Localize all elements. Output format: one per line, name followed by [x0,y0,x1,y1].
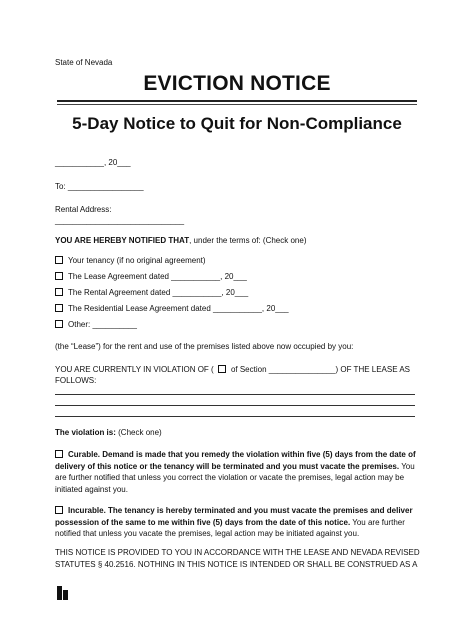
terms-option-label: Other: __________ [68,320,137,329]
notified-bold: YOU ARE HEREBY NOTIFIED THAT [55,236,190,245]
violation-of-part2: of Section _______________) OF THE LEASE AS [230,365,411,374]
terms-option[interactable] [55,288,248,298]
violation-of-line [55,365,410,375]
curable-option[interactable] [55,449,421,495]
title-rule-thin [57,104,417,105]
checkbox-icon[interactable] [55,288,63,296]
terms-option[interactable] [55,272,247,282]
violation-type-rest: (Check one) [115,428,162,437]
violation-blank-line[interactable] [55,405,415,406]
document-subtitle: 5-Day Notice to Quit for Non-Compliance [72,114,402,133]
to-field[interactable]: To: _________________ [55,182,144,191]
rental-address-label: Rental Address: [55,205,112,214]
checkbox-icon[interactable] [218,365,226,373]
checkbox-icon[interactable] [55,256,63,264]
state-label: State of Nevada [55,58,113,67]
incurable-rest: You are further notified that unless you vacate the premises, legal action may be initiated against you. [55,517,405,538]
notified-statement [55,236,306,246]
checkbox-icon[interactable] [55,304,63,312]
legal-templates-logo-icon [57,586,69,600]
terms-option[interactable] [55,304,289,314]
violation-blank-line[interactable] [55,416,415,417]
notified-rest: , under the terms of: (Check one) [189,236,307,245]
violation-of-part1: YOU ARE CURRENTLY IN VIOLATION OF ( [55,365,214,374]
incurable-option[interactable] [55,505,421,540]
terms-option[interactable] [55,320,137,330]
terms-option[interactable] [55,256,206,266]
terms-option-label: Your tenancy (if no original agreement) [68,256,206,265]
violation-blank-line[interactable] [55,394,415,395]
terms-option-label: The Lease Agreement dated ___________, 20___ [68,272,247,281]
rental-address-field[interactable]: _____________________________ [55,216,185,225]
curable-rest: You are further notified that unless you correct the violation or vacate the premises, legal action may be initiated against you. [55,461,415,494]
date-field[interactable]: ___________, 20___ [55,158,131,167]
checkbox-icon[interactable] [55,450,63,458]
terms-option-label: The Residential Lease Agreement dated ___________, 20___ [68,304,289,313]
violation-of-follows: FOLLOWS: [55,376,97,385]
footer-statement: THIS NOTICE IS PROVIDED TO YOU IN ACCORDANCE WITH THE LEASE AND NEVADA REVISED STATUTES § 40.2516. NOTHING IN THIS NOTICE IS INTENDED OR SHALL BE CONSTRUED AS A [55,548,420,569]
violation-type-heading [55,428,162,438]
title-rule-thick [57,100,417,102]
lease-text: (the “Lease”) for the rent and use of the premises listed above now occupied by you: [55,342,354,351]
terms-option-label: The Rental Agreement dated ___________, 20___ [68,288,249,297]
violation-type-bold: The violation is: [55,428,116,437]
checkbox-icon[interactable] [55,320,63,328]
checkbox-icon[interactable] [55,272,63,280]
curable-bold: Curable. Demand is made that you remedy the violation within five (5) days from the date of delivery of this notice or the tenancy will be terminated and you must vacate the premises. [55,450,416,471]
document-title: EVICTION NOTICE [143,72,331,95]
incurable-bold: Incurable. The tenancy is hereby terminated and you must vacate the premises and deliver possession of the same to me within five (5) days from the date of this notice. [55,506,413,527]
checkbox-icon[interactable] [55,506,63,514]
